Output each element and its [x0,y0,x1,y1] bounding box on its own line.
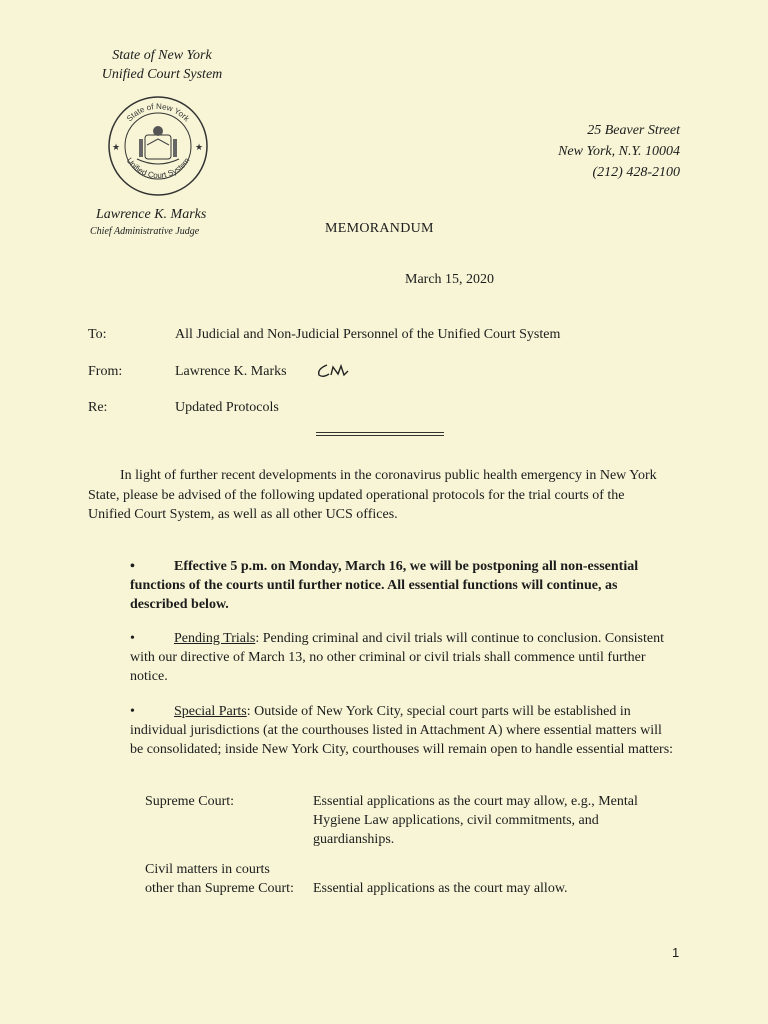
special-parts-heading: Special Parts [174,704,247,719]
court-label-other-line-1: Civil matters in courts [145,862,270,877]
bullet-icon: • [130,704,135,719]
org-heading [92,46,232,84]
svg-text:★: ★ [195,142,204,152]
seal-text-top: State of New York [124,101,192,124]
court-desc-supreme: Essential applications as the court may allow, e.g., Mental Hygiene Law applications, civil commitments, and guardianships. [313,794,638,847]
page-number: 1 [672,945,680,960]
bullet-special-parts [130,702,675,759]
court-label-other [145,860,310,898]
from-value: Lawrence K. Marks [175,364,287,379]
court-label-other-line-2: other than Supreme Court: [145,881,294,896]
org-line-2: Unified Court System [101,67,223,82]
pending-trials-text: : Pending criminal and civil trials will continue to conclusion. Consistent with our directive of March 13, no other criminal or civil trials shall commence until further notice. [130,631,664,684]
separator-rule [316,432,444,436]
re-value: Updated Protocols [175,400,279,415]
court-label-supreme: Supreme Court: [145,794,235,809]
svg-text:Unified Court System [125,156,192,180]
from-label: From: [88,364,123,379]
address-line-3: (212) 428-2100 [592,165,680,180]
svg-text:★: ★ [112,142,121,152]
special-parts-text: : Outside of New York City, special court parts will be established in individual jurisdictions (at the courthouses listed in Attachment A) where essential matters will be consolidated; inside New York City, courthouses will remain open to handle essential matters: [130,704,674,757]
pending-trials-heading: Pending Trials [174,631,256,646]
bullet-effective [130,557,675,614]
to-value: All Judicial and Non-Judicial Personnel of the Unified Court System [175,327,561,342]
org-line-1: State of New York [112,48,212,63]
to-label: To: [88,327,107,342]
bullet-pending-trials [130,629,675,686]
bullet-icon: • [130,559,135,574]
svg-text:State of New York [125,102,192,124]
memo-date: March 15, 2020 [405,272,495,287]
judge-name: Lawrence K. Marks [96,207,207,222]
seal-text-bottom: Unified Court System [124,156,192,181]
memo-title: MEMORANDUM [325,221,434,236]
seal-text [107,95,209,197]
address-line-2: New York, N.Y. 10004 [558,144,680,159]
bullet-effective-text: Effective 5 p.m. on Monday, March 16, we will be postponing all non-essential functions of the courts until further notice. All essential functions will continue, as described below. [130,559,639,612]
address-block [520,120,680,183]
initials-signature-icon [315,361,355,381]
intro-paragraph: In light of further recent developments in the coronavirus public health emergency in New York State, please be advised of the following updated operational protocols for the trial courts of the Unified Court System, as well as all other UCS offices. [88,468,657,522]
bullet-icon: • [130,631,135,646]
re-label: Re: [88,400,108,415]
court-desc-other: Essential applications as the court may allow. [313,881,568,896]
address-line-1: 25 Beaver Street [587,123,680,138]
judge-title: Chief Administrative Judge [90,226,200,237]
